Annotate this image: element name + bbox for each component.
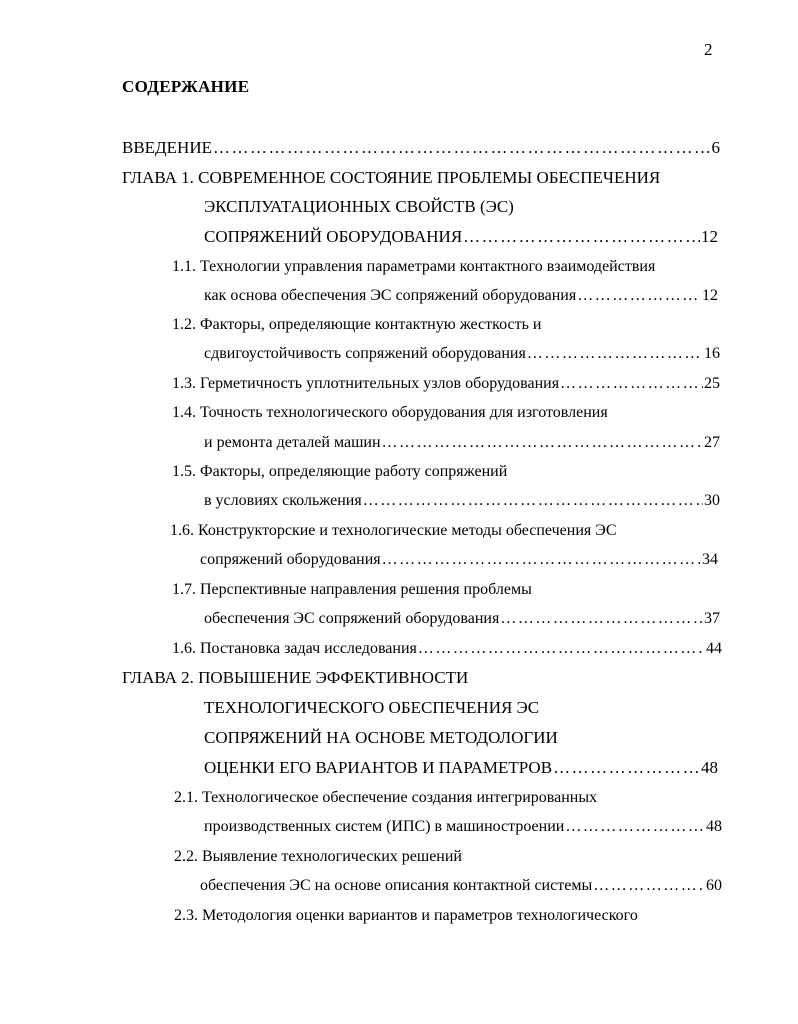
leader-dots xyxy=(463,226,700,248)
toc-entry-page: 12 xyxy=(702,287,718,304)
toc-chapter-2-line-4 xyxy=(204,757,718,779)
toc-section-1-7-line-2 xyxy=(204,608,720,630)
toc-chapter-1-line-2: ЭКСПЛУАТАЦИОННЫХ СВОЙСТВ (ЭС) xyxy=(204,197,514,216)
toc-section-1-4-line-1: 1.4. Точность технологического оборудования для изготовления xyxy=(172,404,608,421)
toc-section-1-2-line-2 xyxy=(204,343,720,365)
toc-section-1-1-line-1: 1.1. Технологии управления параметрами контактного взаимодействия xyxy=(172,258,656,275)
toc-entry-page: 34 xyxy=(702,551,718,568)
leader-dots xyxy=(363,490,703,512)
toc-entry-page: 27 xyxy=(704,434,720,451)
toc-entry-text: производственных систем (ИПС) в машиностроении xyxy=(204,818,565,835)
toc-entry-page: 44 xyxy=(706,640,722,657)
page-number: 2 xyxy=(704,40,713,59)
toc-section-1-5-line-1: 1.5. Факторы, определяющие работу сопряжений xyxy=(172,463,508,480)
toc-entry-text: СОПРЯЖЕНИЙ ОБОРУДОВАНИЯ xyxy=(204,227,463,246)
toc-section-1-6-line-2 xyxy=(200,549,718,571)
toc-entry-page: 16 xyxy=(704,345,720,362)
toc-entry-page: 60 xyxy=(706,877,722,894)
toc-chapter-2-line-2: ТЕХНОЛОГИЧЕСКОГО ОБЕСПЕЧЕНИЯ ЭС xyxy=(204,698,540,717)
toc-section-1-5-line-2 xyxy=(204,490,720,512)
toc-section-2-2-line-1: 2.2. Выявление технологических решений xyxy=(174,848,462,865)
leader-dots xyxy=(593,875,705,897)
toc-entry-text: обеспечения ЭС сопряжений оборудования xyxy=(204,610,500,627)
leader-dots xyxy=(382,549,701,571)
toc-section-2-1-line-1: 2.1. Технологическое обеспечение создания интегрированных xyxy=(174,789,598,806)
toc-entry-text: ОЦЕНКИ ЕГО ВАРИАНТОВ И ПАРАМЕТРОВ xyxy=(204,758,553,777)
leader-dots xyxy=(560,373,703,395)
toc-entry-page: 6 xyxy=(711,138,720,157)
toc-entry-introduction xyxy=(122,137,720,159)
toc-chapter-1-line-3 xyxy=(204,226,718,248)
toc-entry-text: как основа обеспечения ЭС сопряжений оборудования xyxy=(204,287,577,304)
toc-section-1-2-line-1: 1.2. Факторы, определяющие контактную жесткость и xyxy=(172,316,542,333)
toc-section-2-1-line-2 xyxy=(204,816,722,838)
toc-section-1-3 xyxy=(172,373,720,395)
toc-entry-text: 1.3. Герметичность уплотнительных узлов оборудования xyxy=(172,375,560,392)
leader-dots xyxy=(213,137,711,159)
toc-entry-page: 25 xyxy=(704,375,720,392)
toc-entry-text: ВВЕДЕНИЕ xyxy=(122,138,212,157)
toc-chapter-2-line-3: СОПРЯЖЕНИЙ НА ОСНОВЕ МЕТОДОЛОГИИ xyxy=(204,728,558,747)
toc-section-1-1-line-2 xyxy=(204,285,718,307)
toc-section-2-3-line-1: 2.3. Методология оценки вариантов и параметров технологического xyxy=(174,907,638,924)
toc-entry-page: 48 xyxy=(706,818,722,835)
toc-entry-text: сдвигоустойчивость сопряжений оборудования xyxy=(204,345,526,362)
toc-entry-text: обеспечения ЭС на основе описания контактной системы xyxy=(200,877,593,894)
toc-entry-page: 12 xyxy=(701,227,718,246)
leader-dots xyxy=(565,816,705,838)
toc-entry-text: сопряжений оборудования xyxy=(200,551,381,568)
toc-entry-text: в условиях скольжения xyxy=(204,492,362,509)
leader-dots xyxy=(500,608,703,630)
toc-section-1-7-line-1: 1.7. Перспективные направления решения проблемы xyxy=(172,581,532,598)
leader-dots xyxy=(577,285,701,307)
toc-chapter-2-line-1: ГЛАВА 2. ПОВЫШЕНИЕ ЭФФЕКТИВНОСТИ xyxy=(122,668,469,687)
leader-dots xyxy=(553,757,700,779)
toc-entry-text: 1.6. Постановка задач исследования xyxy=(172,640,417,657)
toc-chapter-1-line-1: ГЛАВА 1. СОВРЕМЕННОЕ СОСТОЯНИЕ ПРОБЛЕМЫ ОБЕСПЕЧЕНИЯ xyxy=(122,168,661,187)
toc-section-2-2-line-2 xyxy=(200,875,722,897)
toc-entry-page: 37 xyxy=(704,610,720,627)
toc-section-1-6-line-1: 1.6. Конструкторские и технологические методы обеспечения ЭС xyxy=(170,522,617,539)
toc-entry-page: 48 xyxy=(701,758,718,777)
leader-dots xyxy=(382,432,703,454)
toc-section-1-4-line-2 xyxy=(204,432,720,454)
toc-title: СОДЕРЖАНИЕ xyxy=(122,77,250,96)
leader-dots xyxy=(418,638,705,660)
leader-dots xyxy=(527,343,703,365)
toc-entry-text: и ремонта деталей машин xyxy=(204,434,381,451)
toc-section-1-6-tasks xyxy=(172,638,722,660)
toc-entry-page: 30 xyxy=(704,492,720,509)
